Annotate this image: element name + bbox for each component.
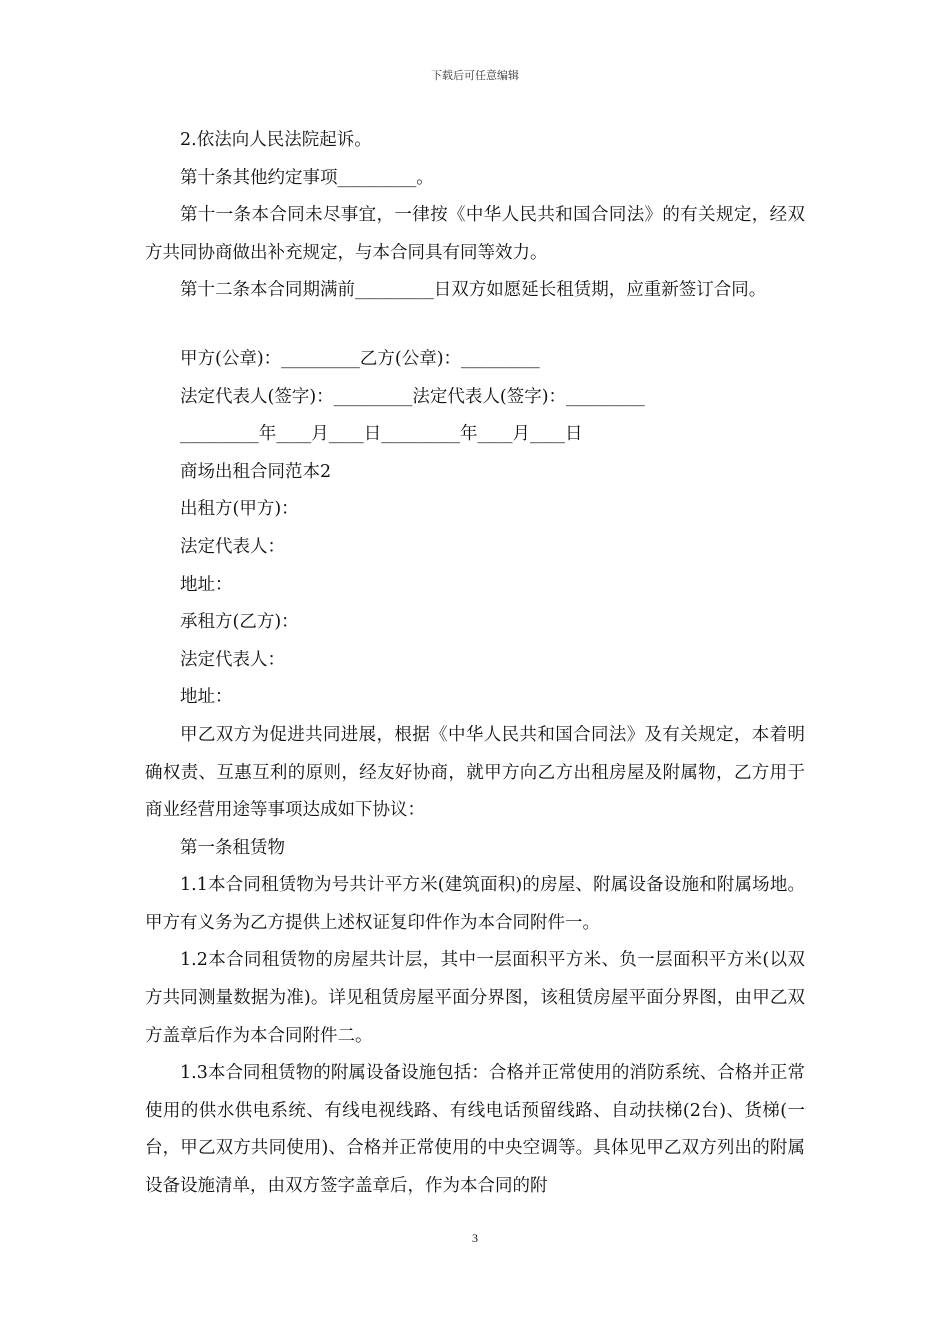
lessee-label: 承租方(乙方)： [180, 612, 299, 633]
paragraph-article-10: 第十条其他约定事项_________。 [180, 167, 434, 188]
lessee-representative-label: 法定代表人： [180, 649, 285, 670]
paragraph-1-2: 1.2本合同租赁物的房屋共计层，其中一层面积平方米、负一层面积平方米(以双方共同测量数据为准)。详见租赁房屋平面分界图，该租赁房屋平面分界图，由甲乙双方盖章后作为本合同附件二。 [145, 950, 805, 1046]
paragraph-preamble: 甲乙双方为促进共同进展，根据《中华人民共和国合同法》及有关规定，本着明确权责、互惠互利的原则，经友好协商，就甲方向乙方出租房屋及附属物，乙方用于商业经营用途等事项达成如下协议： [145, 724, 805, 821]
signature-representative-line: 法定代表人(签字)：_________法定代表人(签字)：_________ [180, 386, 645, 407]
paragraph-1-1: 1.1本合同租赁物为号共计平方米(建筑面积)的房屋、附属设备设施和附属场地。甲方有义务为乙方提供上述权证复印件作为本合同附件一。 [145, 875, 805, 933]
lessor-label: 出租方(甲方)： [180, 499, 299, 520]
paragraph-article-11: 第十一条本合同未尽事宜，一律按《中华人民共和国合同法》的有关规定，经双方共同协商做出补充规定，与本合同具有同等效力。 [145, 205, 805, 263]
paragraph-lawsuit: 2.依法向人民法院起诉。 [180, 130, 372, 150]
signature-date-line: _________年____月____日_________年____月____日 [180, 424, 583, 445]
paragraph-article-12: 第十二条本合同期满前_________日双方如愿延长租赁期，应重新签订合同。 [180, 280, 767, 301]
article-1-title: 第一条租赁物 [180, 837, 285, 858]
signature-seal-line: 甲方(公章)：_________乙方(公章)：_________ [180, 348, 540, 369]
lessor-address-label: 地址： [180, 574, 233, 595]
section-title: 商场出租合同范本2 [180, 461, 332, 482]
paragraph-1-3: 1.3本合同租赁物的附属设备设施包括：合格并正常使用的消防系统、合格并正常使用的供水供电系统、有线电视线路、有线电话预留线路、自动扶梯(2台)、货梯(一台，甲乙双方共同使用)、合格并正常使用的中央空调等。具体见甲乙双方列出的附属设备设施清单，由双方签字盖章后，作为本合同的附 [145, 1063, 805, 1197]
lessor-representative-label: 法定代表人： [180, 536, 285, 557]
document-body [145, 122, 805, 1206]
page-header: 下载后可任意编辑 [431, 69, 519, 82]
page-number: 3 [472, 1231, 478, 1245]
lessee-address-label: 地址： [180, 687, 233, 708]
